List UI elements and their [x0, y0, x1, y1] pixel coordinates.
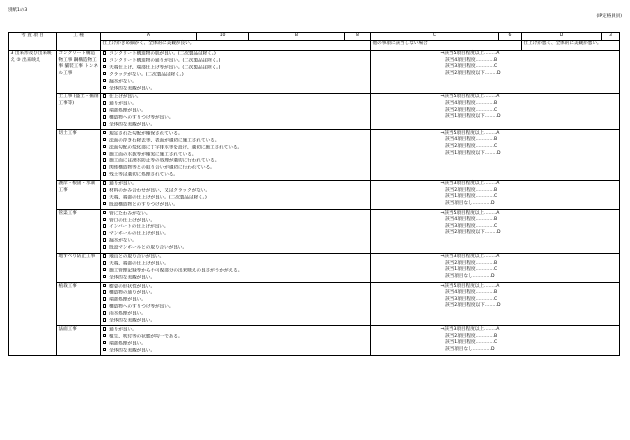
header-right-note: (IP定格員員) — [596, 14, 622, 19]
grade-d-desc: 仕上げが悪く、全体的に美観が悪い。 — [522, 40, 620, 50]
criteria-item — [103, 318, 369, 325]
grading-condition: 該当3項目程度‥‥‥‥‥‥C — [440, 64, 498, 70]
grading-condition: ⇒該当5項目程度以上‥‥‥‥A — [440, 51, 500, 57]
criteria-text: コンクリート構造物の通りが良い。(二次製品は除く。) — [109, 58, 221, 64]
criteria-item — [103, 348, 369, 355]
criteria-item — [103, 181, 369, 188]
grading-condition: 該当1項目程度‥‥‥‥‥‥C — [440, 340, 498, 346]
criteria-text: 法面勾配の変化部に丁字排水等を設け、適切に施工されている。 — [109, 144, 243, 150]
grade-a-desc: 仕上げがきめ細かく、全体的に美観が良い。 — [101, 40, 371, 50]
criteria-text: コンクリート構造物の肌が良い。(二次製品は除く。) — [109, 51, 216, 57]
checkbox-icon[interactable] — [103, 238, 107, 242]
criteria-text: 管にたわみがない。 — [109, 210, 151, 216]
col-type-header: 工 種 — [57, 33, 101, 51]
grading-condition: 該当4項目程度‥‥‥‥‥‥B — [440, 57, 498, 63]
checkbox-icon[interactable] — [103, 145, 107, 149]
criteria-item — [103, 275, 369, 282]
criteria-text: 法面の浮き石除去等、表面が適切に施工されている。 — [109, 138, 220, 144]
criteria-text: 仕上げが良い。 — [109, 94, 142, 100]
checkbox-icon[interactable] — [103, 72, 107, 76]
criteria-text: 施工面の水抜等が確実に施工されている。 — [109, 151, 197, 157]
criteria-list — [101, 93, 371, 129]
checkbox-icon[interactable] — [103, 108, 107, 112]
checkbox-icon[interactable] — [103, 284, 107, 288]
criteria-item — [103, 290, 369, 297]
criteria-text: 構造物へのすりつけ等が良い。 — [109, 304, 174, 310]
col-item-header: 考 査 項 目 — [9, 33, 57, 51]
grading-conditions — [371, 210, 620, 253]
criteria-item — [103, 195, 369, 202]
section-row — [9, 180, 620, 210]
checkbox-icon[interactable] — [103, 327, 107, 331]
checkbox-icon[interactable] — [103, 188, 107, 192]
criteria-text: インバートの仕上げが良い。 — [109, 224, 169, 230]
checkbox-icon[interactable] — [103, 131, 107, 135]
criteria-text: 天端、端部の仕上げが良い。 — [109, 261, 169, 267]
grading-condition: ⇒該当3項目程度以上‥‥‥‥A — [440, 326, 500, 332]
grading-condition: 該当2項目程度以下‥‥‥‥D — [440, 230, 501, 236]
grading-condition: 該当4項目程度‥‥‥‥‥‥B — [440, 217, 498, 223]
criteria-text: 全体的な美観が良い。 — [109, 122, 156, 128]
grading-condition: ⇒該当3項目程度以上‥‥‥‥A — [440, 181, 500, 187]
col-c-label: C — [371, 33, 499, 41]
criteria-item — [103, 158, 369, 165]
grading-conditions — [371, 50, 620, 93]
checkbox-icon[interactable] — [103, 304, 107, 308]
grading-condition: 該当2項目程度以下‥‥‥‥D — [440, 70, 501, 76]
criteria-text: 通りが良い。 — [109, 181, 137, 187]
criteria-text: 全体的な美観が良い。 — [109, 85, 156, 91]
criteria-text: 地山との取り合いが良い。 — [109, 254, 165, 260]
criteria-text: 構造物の通りが良い。 — [109, 290, 156, 296]
criteria-text: 全体的な美観が良い。 — [109, 275, 156, 280]
grading-condition: 該当2項目程度‥‥‥‥‥‥B — [440, 260, 498, 266]
criteria-text: 全体的な美観が良い。 — [109, 347, 156, 353]
grade-description-row — [9, 40, 620, 50]
checkbox-icon[interactable] — [103, 254, 107, 258]
checkbox-icon[interactable] — [103, 138, 107, 142]
work-type-cell: 護岸・根固・水制工事 — [57, 180, 101, 210]
criteria-list — [101, 210, 371, 253]
criteria-text: 端部処理が良い。 — [109, 297, 146, 303]
criteria-item — [103, 238, 369, 245]
grading-condition: 該当4項目程度‥‥‥‥‥‥B — [440, 137, 498, 143]
section-row — [9, 283, 620, 326]
criteria-text: 関係構造物等との取り合いが適切に行われている。 — [109, 165, 215, 171]
criteria-text: 端部処理が良い。 — [109, 341, 146, 347]
checkbox-icon[interactable] — [103, 58, 107, 62]
grading-condition: 該当1項目程度‥‥‥‥‥‥C — [440, 267, 498, 273]
grade-c-desc: 他の事項に該当しない場合 — [371, 40, 522, 50]
criteria-text: 通りが良い。 — [109, 327, 137, 333]
col-d-label: D — [522, 33, 602, 41]
section-row — [9, 93, 620, 129]
criteria-item — [103, 245, 369, 252]
checkbox-icon[interactable] — [103, 165, 107, 169]
criteria-item — [103, 311, 369, 318]
criteria-item — [103, 72, 369, 79]
criteria-text: 施工面には湧水防止等の処理が適切に行われている。 — [109, 158, 220, 164]
grading-condition: 該当4項目程度‥‥‥‥‥‥B — [440, 290, 498, 296]
grading-condition: 該当1項目程度以下‥‥‥‥D — [440, 114, 501, 120]
grading-condition: 該当3項目程度‥‥‥‥‥‥C — [440, 223, 498, 229]
criteria-item — [103, 297, 369, 304]
criteria-text: 植生、吹付等の状態が均一である。 — [109, 334, 183, 340]
criteria-item — [103, 334, 369, 341]
criteria-text: 漏水がない。 — [109, 78, 137, 84]
criteria-text: 管口の仕上げが良い。 — [109, 217, 156, 223]
checkbox-icon[interactable] — [103, 158, 107, 162]
checkbox-icon[interactable] — [103, 79, 107, 83]
checkbox-icon[interactable] — [103, 202, 107, 206]
checkbox-icon[interactable] — [103, 195, 107, 199]
checkbox-icon[interactable] — [103, 275, 107, 279]
work-type-cell: 法面工事 — [57, 326, 101, 356]
checkbox-icon[interactable] — [103, 245, 107, 249]
criteria-item — [103, 79, 369, 86]
grading-condition: 該当2項目程度‥‥‥‥‥‥C — [440, 107, 498, 113]
section-row — [9, 130, 620, 180]
grading-condition: 該当項目なし‥‥‥‥‥‥D — [440, 346, 495, 352]
checkbox-icon[interactable] — [103, 172, 107, 176]
criteria-item — [103, 131, 369, 138]
criteria-text: 材料のかみ合わせが良い、又はクラックがない。 — [109, 188, 211, 194]
grading-condition: ⇒該当5項目程度以上‥‥‥‥A — [440, 283, 500, 289]
grading-condition: 該当2項目程度‥‥‥‥‥‥B — [440, 333, 498, 339]
criteria-item — [103, 202, 369, 209]
grading-condition: 該当項目なし‥‥‥‥‥‥D — [440, 273, 495, 279]
checkbox-icon[interactable] — [103, 181, 107, 185]
checkbox-icon[interactable] — [103, 318, 107, 322]
column-header-row — [9, 33, 620, 41]
checkbox-icon[interactable] — [103, 51, 107, 55]
criteria-list — [101, 283, 371, 326]
criteria-item — [103, 101, 369, 108]
criteria-item — [103, 108, 369, 115]
criteria-item — [103, 211, 369, 218]
work-type-cell: 土工事 (盛土・掘削工事等) — [57, 93, 101, 129]
checkbox-icon[interactable] — [103, 86, 107, 90]
grading-condition: 該当4項目程度‥‥‥‥‥‥B — [440, 101, 498, 107]
criteria-item — [103, 58, 369, 65]
grading-conditions — [371, 130, 620, 180]
checkbox-icon[interactable] — [103, 297, 107, 301]
criteria-item — [103, 231, 369, 238]
col-ab-label: 10 — [197, 33, 249, 41]
criteria-item — [103, 152, 369, 159]
checkbox-icon[interactable] — [103, 348, 107, 352]
criteria-list — [101, 130, 371, 180]
criteria-text: 通りが良い。 — [109, 101, 137, 107]
criteria-text: 既設マンホールとの取り合いが良い。 — [109, 245, 188, 251]
checkbox-icon[interactable] — [103, 101, 107, 105]
checkbox-icon[interactable] — [103, 218, 107, 222]
criteria-item — [103, 284, 369, 291]
col-b-label: B — [249, 33, 345, 41]
section-row — [9, 210, 620, 253]
work-type-cell: 管渠工事 — [57, 210, 101, 253]
criteria-list — [101, 180, 371, 210]
criteria-text: 雨水処理が良い。 — [109, 311, 146, 317]
col-bc-label: 8 — [345, 33, 371, 41]
criteria-item — [103, 218, 369, 225]
checkbox-icon[interactable] — [103, 122, 107, 126]
checkbox-icon[interactable] — [103, 334, 107, 338]
grading-conditions — [371, 180, 620, 210]
criteria-item — [103, 304, 369, 311]
criteria-item — [103, 165, 369, 172]
criteria-text: 全体的な美観が良い。 — [109, 318, 156, 324]
criteria-item — [103, 122, 369, 129]
criteria-text: 残土等は適切に処理されている。 — [109, 172, 179, 178]
checkbox-icon[interactable] — [103, 231, 107, 235]
criteria-item — [103, 86, 369, 93]
criteria-text: 樹姿の形状性が良い。 — [109, 283, 156, 289]
criteria-text: 規定された勾配が確保されている。 — [109, 131, 183, 137]
grading-condition: ⇒該当5項目程度以上‥‥‥‥A — [440, 210, 500, 216]
criteria-item — [103, 51, 369, 58]
grading-condition: ⇒該当3項目程度以上‥‥‥‥A — [440, 254, 500, 260]
criteria-item — [103, 115, 369, 122]
grading-condition: 該当1項目程度‥‥‥‥‥‥C — [440, 194, 498, 200]
criteria-text: 構造物へのすりつけ等が良い。 — [109, 115, 174, 121]
grading-condition: ⇒該当5項目程度以上‥‥‥‥A — [440, 94, 500, 100]
section-row — [9, 326, 620, 356]
col-cd-label: 6 — [499, 33, 522, 41]
criteria-item — [103, 268, 369, 275]
grading-condition: 該当1項目程度以下‥‥‥‥D — [440, 150, 501, 156]
checkbox-icon[interactable] — [103, 261, 107, 265]
criteria-text: マンホールの仕上げが良い。 — [109, 231, 169, 237]
form-number: 別紙1の3 — [8, 8, 28, 13]
work-type-cell: 切土工事 — [57, 130, 101, 180]
checkbox-icon[interactable] — [103, 224, 107, 228]
criteria-item — [103, 65, 369, 72]
checkbox-icon[interactable] — [103, 311, 107, 315]
criteria-text: クラックがない。(二次製品は除く。) — [109, 72, 184, 78]
checkbox-icon[interactable] — [103, 341, 107, 345]
criteria-item — [103, 261, 369, 268]
checkbox-icon[interactable] — [103, 152, 107, 156]
criteria-item — [103, 254, 369, 261]
checkbox-icon[interactable] — [103, 290, 107, 294]
category-cell: 3 出来形及び出来映え ③ 出来映え — [9, 50, 57, 355]
criteria-item — [103, 327, 369, 334]
work-type-cell: コンクリート構造物工事 鋼構造物工事 舗装工事 トンネル工事 — [57, 50, 101, 93]
grading-condition: 該当項目なし‥‥‥‥‥‥D — [440, 200, 495, 206]
criteria-list — [101, 326, 371, 356]
criteria-text: 既設構造物とのすりつけが良い。 — [109, 202, 179, 208]
criteria-item — [103, 94, 369, 101]
checkbox-icon[interactable] — [103, 65, 107, 69]
work-type-cell: 地すべり防止工事 — [57, 253, 101, 283]
checkbox-icon[interactable] — [103, 94, 107, 98]
section-row — [9, 253, 620, 283]
criteria-text: 天端仕上げ、端部仕上げ等が良い。(二次製品は除く。) — [109, 65, 221, 71]
checkbox-icon[interactable] — [103, 211, 107, 215]
criteria-item — [103, 145, 369, 152]
criteria-text: 端部処理が良い。 — [109, 108, 146, 114]
col-a-label: A — [101, 33, 197, 41]
work-type-cell: 植栽工事 — [57, 283, 101, 326]
checkbox-icon[interactable] — [103, 115, 107, 119]
criteria-item — [103, 138, 369, 145]
col-de-label: 3 — [602, 33, 620, 41]
criteria-text: 天端、端部の仕上げが良い。(二次製品は除く。) — [109, 195, 207, 201]
criteria-item — [103, 188, 369, 195]
section-row — [9, 50, 620, 93]
grading-condition: ⇒該当5項目程度以上‥‥‥‥A — [440, 130, 500, 136]
grading-conditions — [371, 326, 620, 356]
criteria-list — [101, 50, 371, 93]
grading-condition: 該当2項目程度以下‥‥‥‥D — [440, 303, 501, 309]
grading-conditions — [371, 283, 620, 326]
criteria-list — [101, 253, 371, 283]
evaluation-table — [8, 32, 620, 356]
grading-condition: 該当2項目程度‥‥‥‥‥‥B — [440, 187, 498, 193]
grading-condition: 該当3項目程度‥‥‥‥‥‥C — [440, 296, 498, 302]
criteria-text: 施工管理記録等から不可視部分の出来映えの良さがうかがえる。 — [109, 268, 243, 274]
criteria-item — [103, 224, 369, 231]
checkbox-icon[interactable] — [103, 268, 107, 272]
criteria-item — [103, 341, 369, 348]
criteria-item — [103, 172, 369, 179]
criteria-text: 漏水がない。 — [109, 238, 137, 244]
grading-condition: 該当2項目程度‥‥‥‥‥‥C — [440, 144, 498, 150]
grading-conditions — [371, 93, 620, 129]
grading-conditions — [371, 253, 620, 283]
